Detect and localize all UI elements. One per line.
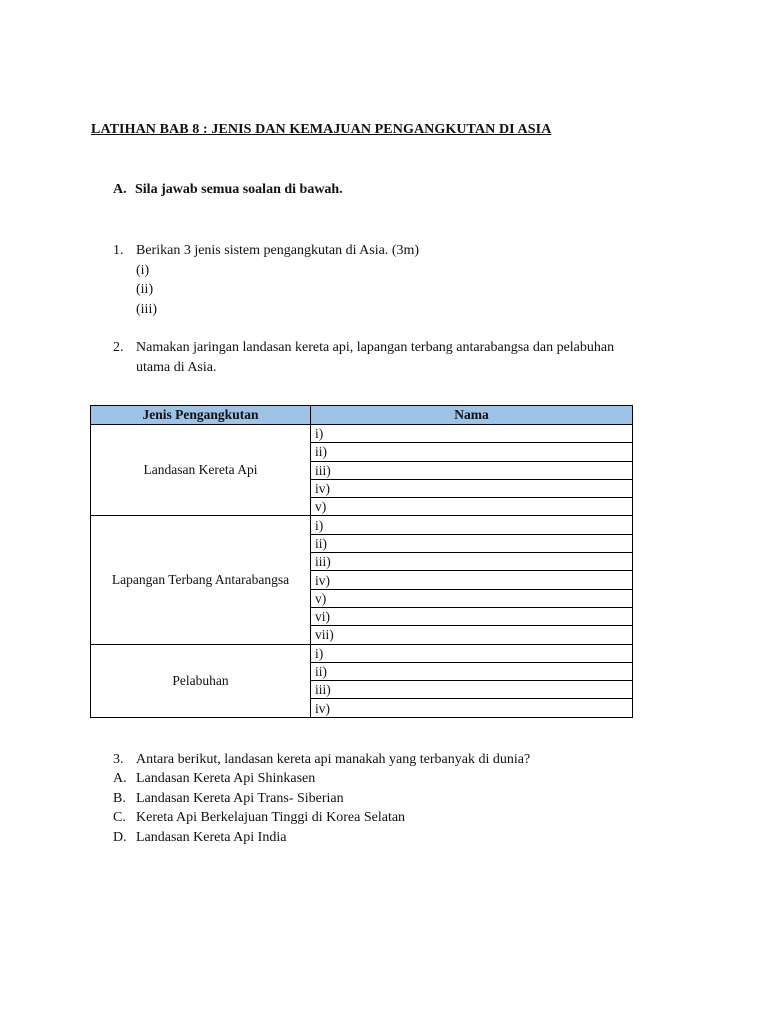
question-text-line-2: utama di Asia. [136, 359, 217, 375]
question-1 [113, 241, 419, 319]
table-cell: iii) [311, 461, 633, 479]
table-cell: v) [311, 589, 633, 607]
answer-line-i: (i) [136, 262, 150, 278]
question-3 [113, 750, 530, 770]
header-nama: Nama [311, 406, 633, 425]
category-cell: Landasan Kereta Api [91, 425, 311, 516]
question-3-options [113, 769, 405, 847]
table-cell: i) [311, 425, 633, 443]
table-cell: i) [311, 516, 633, 534]
option-a [113, 769, 405, 789]
transport-table [90, 405, 633, 718]
option-letter: D. [113, 829, 127, 845]
table-cell: iii) [311, 681, 633, 699]
table-row [91, 644, 633, 662]
option-letter: C. [113, 810, 126, 825]
table-cell: v) [311, 498, 633, 516]
option-b [113, 789, 405, 809]
table-cell: vi) [311, 607, 633, 625]
header-jenis: Jenis Pengangkutan [91, 406, 311, 425]
table-cell: i) [311, 644, 633, 662]
page-title: LATIHAN BAB 8 : JENIS DAN KEMAJUAN PENGANGKUTAN DI ASIA [91, 122, 552, 137]
category-cell: Pelabuhan [91, 644, 311, 717]
answer-line-iii: (iii) [136, 301, 157, 317]
table-cell: ii) [311, 534, 633, 552]
question-2 [113, 338, 614, 377]
table-row [91, 425, 633, 443]
table-cell: iv) [311, 479, 633, 497]
section-heading [113, 182, 343, 198]
question-text: Berikan 3 jenis sistem pengangkutan di Asia. (3m) [136, 243, 420, 258]
table-cell: ii) [311, 443, 633, 461]
table-row [91, 516, 633, 534]
question-number: 1. [113, 243, 124, 258]
table-header-row [91, 406, 633, 425]
section-letter: A. [113, 182, 127, 197]
option-letter: B. [113, 790, 126, 806]
table-cell: ii) [311, 662, 633, 680]
section-instruction: Sila jawab semua soalan di bawah. [135, 182, 343, 197]
question-number: 2. [113, 340, 124, 355]
answer-line-ii: (ii) [136, 282, 154, 297]
question-number: 3. [113, 752, 124, 767]
option-text: Landasan Kereta Api Trans- Siberian [136, 790, 344, 806]
option-text: Landasan Kereta Api Shinkasen [136, 771, 316, 786]
option-text: Kereta Api Berkelajuan Tinggi di Korea Selatan [136, 810, 406, 825]
table-cell: iv) [311, 699, 633, 717]
question-text-line-1: Namakan jaringan landasan kereta api, lapangan terbang antarabangsa dan pelabuhan [136, 340, 615, 355]
table-cell: vii) [311, 626, 633, 644]
question-text: Antara berikut, landasan kereta api manakah yang terbanyak di dunia? [136, 752, 531, 767]
category-cell: Lapangan Terbang Antarabangsa [91, 516, 311, 644]
option-text: Landasan Kereta Api India [136, 829, 287, 845]
table-cell: iv) [311, 571, 633, 589]
table-cell: iii) [311, 553, 633, 571]
option-c [113, 808, 405, 828]
option-letter: A. [113, 771, 127, 786]
option-d [113, 828, 405, 848]
